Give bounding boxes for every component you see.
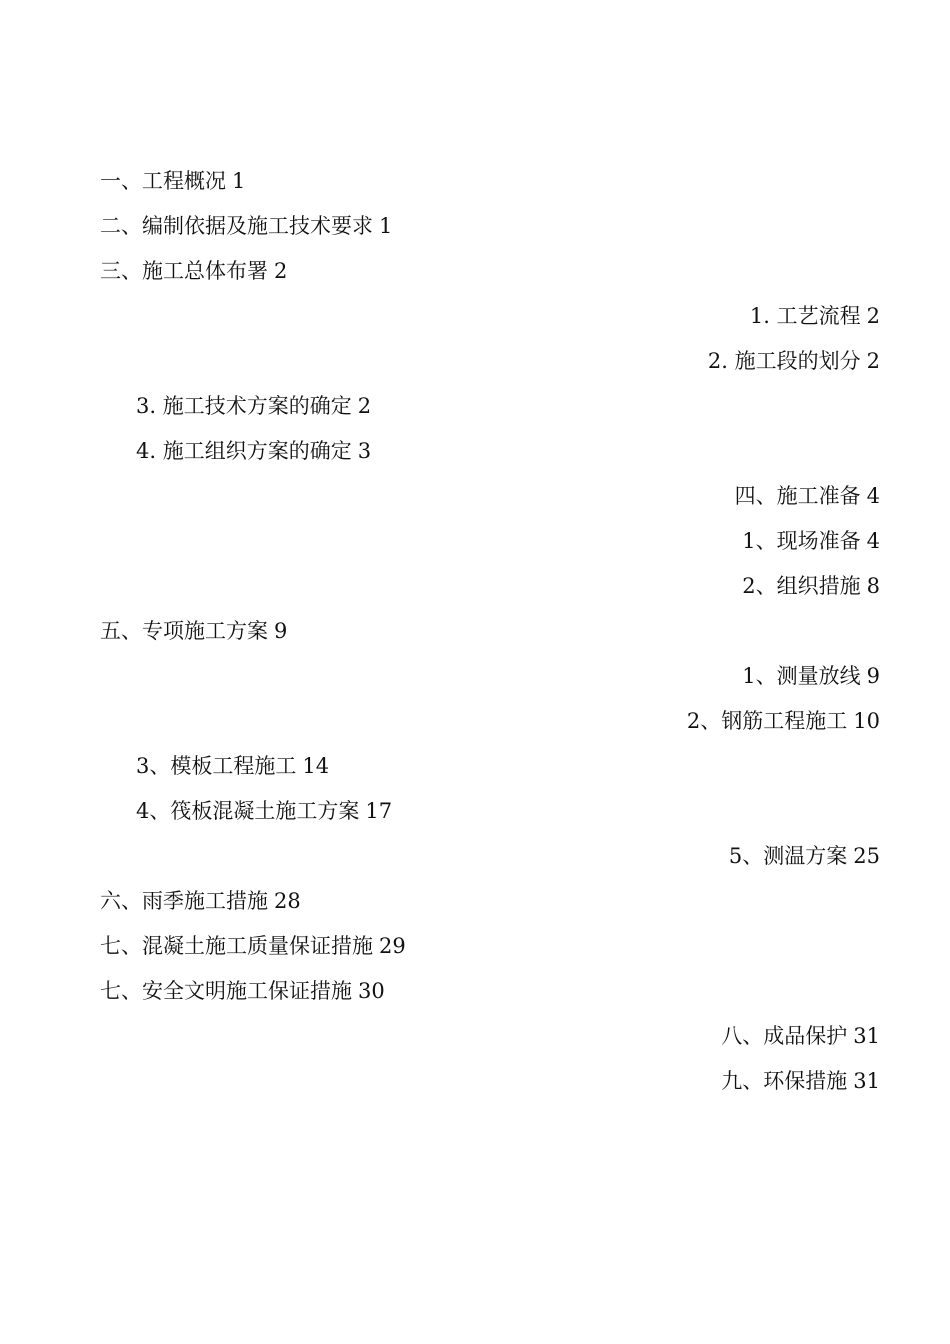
toc-entry-page: 4 bbox=[866, 484, 880, 508]
toc-entry-title: 二、编制依据及施工技术要求 bbox=[100, 214, 373, 238]
toc-entry-title: 三、施工总体布署 bbox=[100, 259, 268, 283]
toc-entry-organization-measures[interactable] bbox=[100, 564, 880, 609]
toc-entry-page: 31 bbox=[853, 1024, 880, 1048]
toc-entry-raft-concrete[interactable] bbox=[100, 789, 880, 834]
toc-entry-section-division[interactable] bbox=[100, 339, 880, 384]
toc-entry-process-flow[interactable] bbox=[100, 294, 880, 339]
toc-entry-page: 2 bbox=[866, 304, 880, 328]
toc-entry-rebar-works[interactable] bbox=[100, 699, 880, 744]
toc-entry-title: 四、施工准备 bbox=[734, 484, 861, 508]
toc-entry-rainy-season[interactable] bbox=[100, 879, 880, 924]
toc-entry-special-plans[interactable] bbox=[100, 609, 880, 654]
toc-entry-title: 2、组织措施 bbox=[742, 574, 861, 598]
toc-entry-overview[interactable] bbox=[100, 159, 880, 204]
toc-entry-title: 4、筏板混凝土施工方案 bbox=[136, 799, 360, 823]
toc-entry-title: 2、钢筋工程施工 bbox=[686, 709, 848, 733]
table-of-contents bbox=[100, 159, 880, 1104]
toc-entry-page: 17 bbox=[365, 799, 393, 823]
toc-entry-title: 3、模板工程施工 bbox=[136, 754, 297, 778]
toc-entry-page: 29 bbox=[379, 934, 406, 958]
toc-entry-preparation[interactable] bbox=[100, 474, 880, 519]
toc-entry-concrete-quality[interactable] bbox=[100, 924, 880, 969]
toc-entry-title: 4. 施工组织方案的确定 bbox=[136, 439, 352, 463]
toc-entry-safety[interactable] bbox=[100, 969, 880, 1014]
toc-entry-page: 10 bbox=[853, 709, 880, 733]
toc-entry-formwork[interactable] bbox=[100, 744, 880, 789]
toc-entry-title: 一、工程概况 bbox=[100, 169, 226, 193]
toc-entry-site-preparation[interactable] bbox=[100, 519, 880, 564]
toc-entry-page: 2 bbox=[357, 394, 372, 418]
toc-entry-title: 1. 工艺流程 bbox=[749, 304, 861, 328]
toc-entry-title: 2. 施工段的划分 bbox=[707, 349, 861, 373]
toc-entry-title: 七、安全文明施工保证措施 bbox=[100, 979, 352, 1003]
toc-entry-page: 25 bbox=[853, 844, 880, 868]
toc-entry-page: 30 bbox=[358, 979, 385, 1003]
toc-entry-environmental[interactable] bbox=[100, 1059, 880, 1104]
toc-entry-page: 28 bbox=[274, 889, 301, 913]
toc-entry-page: 2 bbox=[274, 259, 288, 283]
toc-entry-surveying[interactable] bbox=[100, 654, 880, 699]
toc-entry-page: 9 bbox=[866, 664, 880, 688]
toc-entry-technical-plan[interactable] bbox=[100, 384, 880, 429]
toc-entry-page: 31 bbox=[853, 1069, 880, 1093]
toc-entry-page: 14 bbox=[302, 754, 330, 778]
toc-entry-page: 3 bbox=[357, 439, 372, 463]
toc-entry-page: 4 bbox=[866, 529, 880, 553]
toc-entry-title: 六、雨季施工措施 bbox=[100, 889, 268, 913]
toc-entry-temperature-monitoring[interactable] bbox=[100, 834, 880, 879]
toc-entry-product-protection[interactable] bbox=[100, 1014, 880, 1059]
toc-entry-basis[interactable] bbox=[100, 204, 880, 249]
toc-entry-layout[interactable] bbox=[100, 249, 880, 294]
toc-entry-title: 九、环保措施 bbox=[721, 1069, 848, 1093]
toc-entry-title: 五、专项施工方案 bbox=[100, 619, 268, 643]
toc-entry-page: 8 bbox=[866, 574, 880, 598]
toc-entry-title: 5、测温方案 bbox=[728, 844, 848, 868]
toc-entry-page: 1 bbox=[232, 169, 246, 193]
toc-entry-page: 9 bbox=[274, 619, 288, 643]
toc-entry-page: 2 bbox=[866, 349, 880, 373]
toc-entry-title: 1、现场准备 bbox=[742, 529, 861, 553]
toc-entry-title: 3. 施工技术方案的确定 bbox=[136, 394, 352, 418]
toc-entry-title: 八、成品保护 bbox=[721, 1024, 848, 1048]
toc-entry-title: 1、测量放线 bbox=[742, 664, 861, 688]
toc-entry-organization-plan[interactable] bbox=[100, 429, 880, 474]
toc-entry-title: 七、混凝土施工质量保证措施 bbox=[100, 934, 373, 958]
toc-entry-page: 1 bbox=[379, 214, 393, 238]
